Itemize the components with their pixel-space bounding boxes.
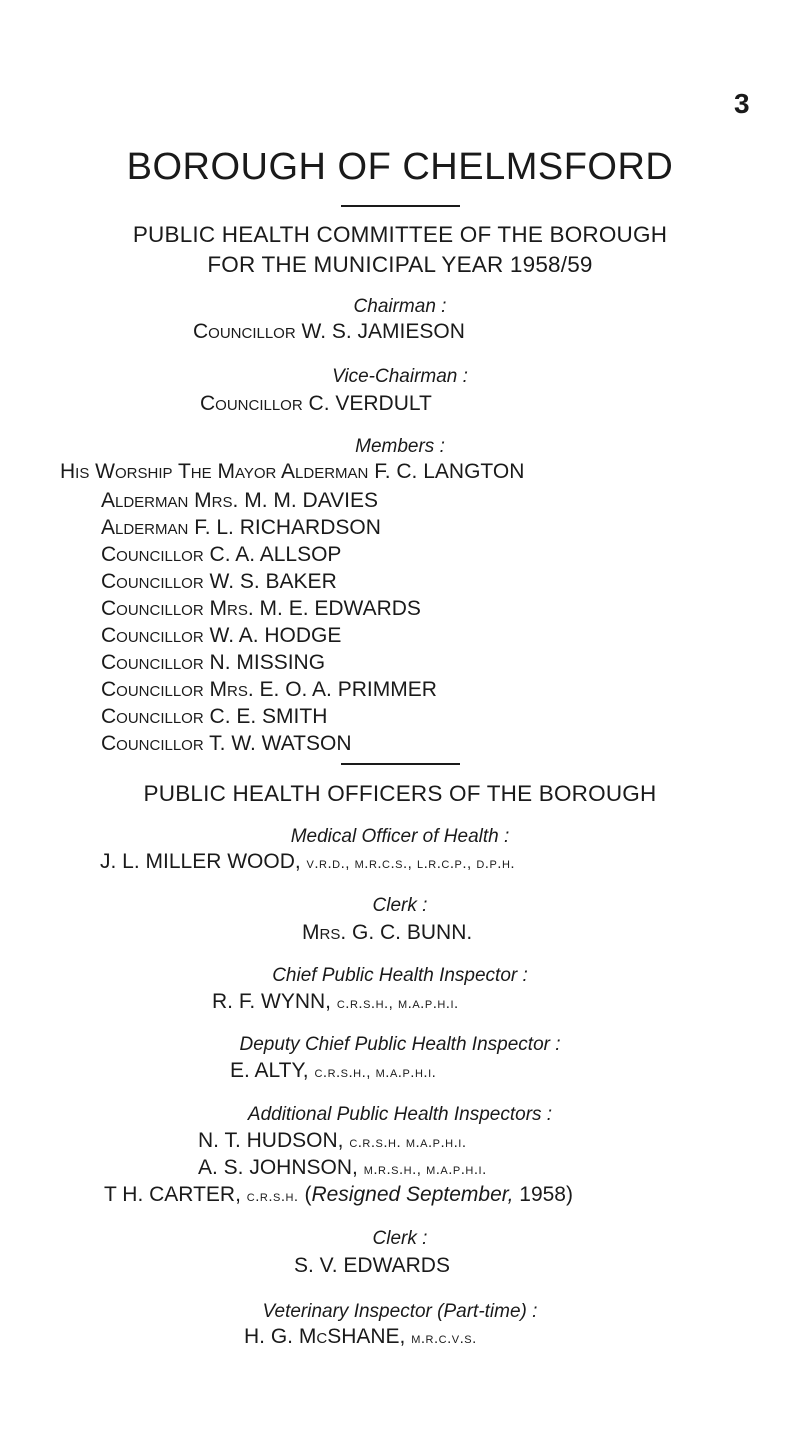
committee-heading-line1: PUBLIC HEALTH COMMITTEE OF THE BOROUGH [132, 222, 668, 247]
officers-heading: PUBLIC HEALTH OFFICERS OF THE BOROUGH [143, 781, 657, 806]
cphi-role: Chief Public Health Inspector : [272, 965, 528, 986]
resignation-year: 1958 [519, 1183, 566, 1206]
member-title: Councillor [101, 651, 204, 674]
member-title: Alderman Mrs. [101, 489, 239, 512]
member-item [101, 543, 341, 567]
vice-chairman-name [200, 392, 432, 416]
vice-chairman-title: Councillor [200, 392, 303, 415]
member-name: M. M. DAVIES [244, 489, 378, 512]
chairman-title: Councillor [193, 320, 296, 343]
additional-person-qualifications: m.r.s.h., m.a.p.h.i. [363, 1161, 487, 1178]
vet-person-initials: H. G. [244, 1325, 294, 1348]
member-title: Councillor [101, 732, 204, 755]
clerk-name [302, 921, 472, 945]
additional-role: Additional Public Health Inspectors : [247, 1104, 553, 1125]
member-title: Councillor [101, 705, 204, 728]
member-item [101, 705, 327, 729]
chairman-name [193, 320, 465, 344]
dcphi-person: E. ALTY, [230, 1059, 309, 1082]
dcphi-role: Deputy Chief Public Health Inspector : [239, 1034, 561, 1055]
member-item [101, 678, 437, 702]
additional-person [198, 1129, 467, 1153]
member-name: F. C. LANGTON [374, 460, 525, 483]
vice-chairman-person: C. VERDULT [308, 392, 432, 415]
page-title: BOROUGH OF CHELMSFORD [126, 146, 674, 188]
clerk-title: Mrs. [302, 921, 347, 944]
member-title: Councillor [101, 570, 204, 593]
resignation-note: (Resigned September, 1958) [304, 1183, 573, 1206]
clerk2-name: S. V. EDWARDS [294, 1254, 450, 1277]
member-title: Councillor [101, 543, 204, 566]
member-item [101, 516, 381, 540]
member-name: C. E. SMITH [209, 705, 328, 728]
clerk2-role: Clerk : [372, 1228, 428, 1249]
moh-person: J. L. MILLER WOOD, [100, 850, 301, 873]
cphi-person: R. F. WYNN, [212, 990, 331, 1013]
member-name: W. S. BAKER [209, 570, 337, 593]
member-name: E. O. A. PRIMMER [259, 678, 437, 701]
cphi-name [212, 990, 459, 1014]
member-item [60, 460, 524, 484]
vet-name [244, 1325, 477, 1349]
moh-role: Medical Officer of Health : [290, 826, 510, 847]
additional-person [198, 1156, 487, 1180]
committee-heading-line2: FOR THE MUNICIPAL YEAR 1958/59 [207, 252, 593, 277]
member-name: T. W. WATSON [209, 732, 352, 755]
member-item [101, 651, 325, 675]
clerk-person: G. C. BUNN. [352, 921, 473, 944]
member-name: M. E. EDWARDS [259, 597, 421, 620]
chairman-role: Chairman : [353, 296, 447, 317]
chairman-person: W. S. JAMIESON [301, 320, 465, 343]
member-title: Councillor [101, 624, 204, 647]
member-name: C. A. ALLSOP [209, 543, 342, 566]
vet-role: Veterinary Inspector (Part-time) : [262, 1301, 538, 1322]
moh-name [100, 850, 515, 874]
moh-qualifications: v.r.d., m.r.c.s., l.r.c.p., d.p.h. [306, 855, 516, 872]
clerk-role: Clerk : [372, 895, 428, 916]
member-item [101, 597, 421, 621]
additional-person-qualifications: c.r.s.h. m.a.p.h.i. [349, 1134, 467, 1151]
vet-qualifications: m.r.c.v.s. [411, 1330, 477, 1347]
resignation-note-text: Resigned September, [311, 1183, 514, 1206]
additional-person-name: N. T. HUDSON, [198, 1129, 344, 1152]
member-title: Councillor Mrs. [101, 678, 254, 701]
vet-surname-prefix: Mc [298, 1325, 328, 1348]
vet-person-surname [299, 1325, 406, 1348]
member-name: N. MISSING [209, 651, 326, 674]
divider [341, 205, 460, 207]
divider [341, 763, 460, 765]
member-item [101, 732, 351, 756]
member-item [101, 570, 337, 594]
additional-person-qualifications: c.r.s.h. [246, 1188, 299, 1205]
members-role: Members : [355, 436, 445, 457]
page-number: 3 [734, 88, 750, 119]
vice-chairman-role: Vice-Chairman : [332, 366, 468, 387]
member-name: F. L. RICHARDSON [194, 516, 381, 539]
additional-person [104, 1183, 573, 1207]
dcphi-name [230, 1059, 436, 1083]
member-item [101, 624, 341, 648]
additional-person-name: T H. CARTER, [104, 1183, 241, 1206]
dcphi-qualifications: c.r.s.h., m.a.p.h.i. [314, 1064, 437, 1081]
member-name: W. A. HODGE [209, 624, 342, 647]
member-title: Councillor Mrs. [101, 597, 254, 620]
member-title: Alderman [101, 516, 189, 539]
member-title: His Worship The Mayor Alderman [60, 460, 369, 483]
additional-person-name: A. S. JOHNSON, [198, 1156, 358, 1179]
member-item [101, 489, 378, 513]
cphi-qualifications: c.r.s.h., m.a.p.h.i. [336, 995, 459, 1012]
vet-surname-rest: SHANE, [327, 1325, 406, 1348]
